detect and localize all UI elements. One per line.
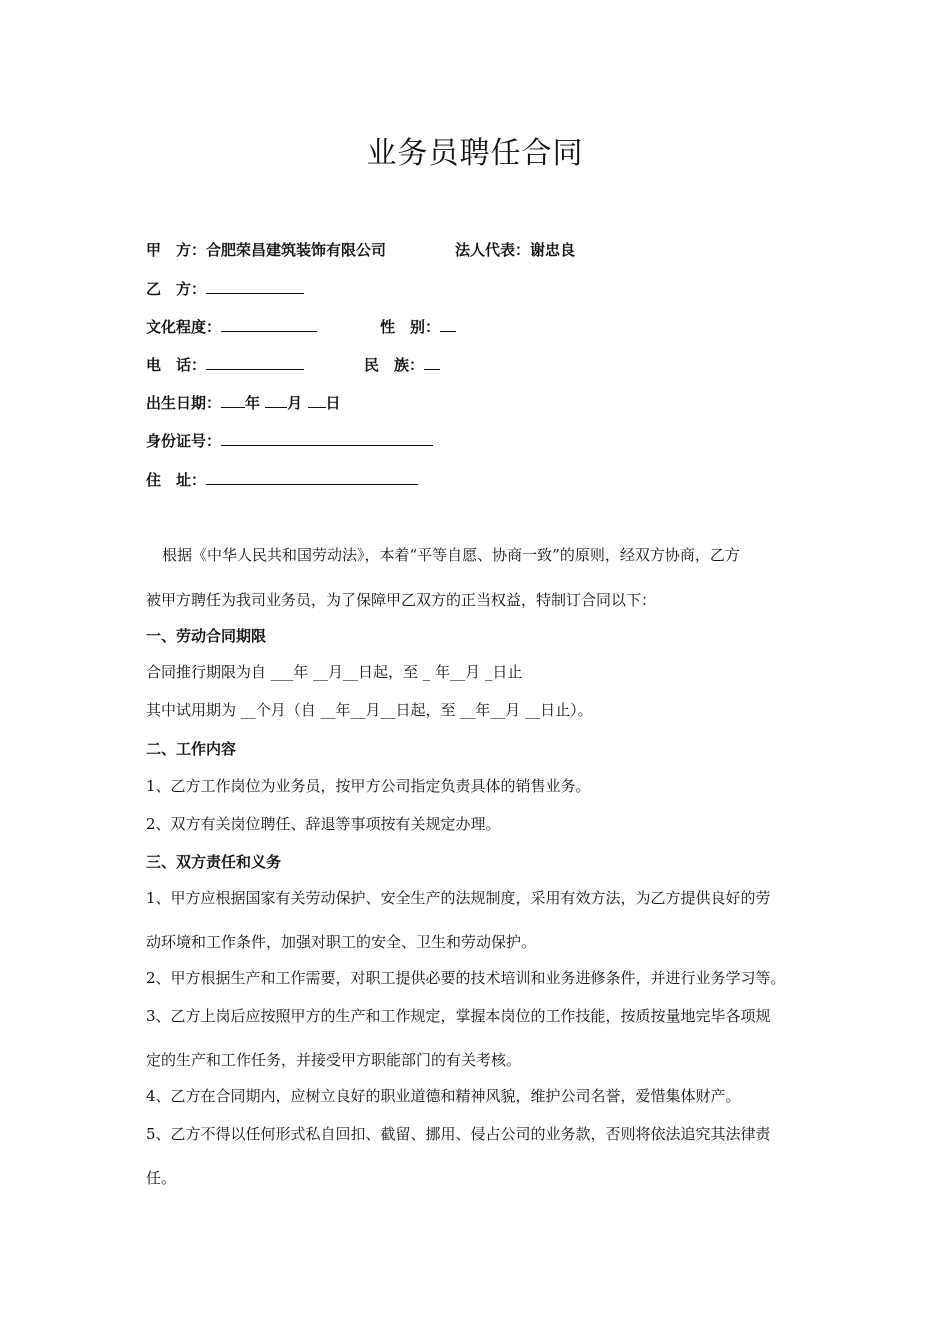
section-1-heading: 一、劳动合同期限	[146, 627, 267, 645]
id-number-field	[146, 430, 433, 451]
address-blank	[206, 469, 418, 485]
section-2-item-2: 2、双方有关岗位聘任、辞退等事项按有关规定办理。	[146, 815, 501, 833]
party-b-blank	[206, 278, 304, 294]
day-label: 日	[325, 394, 341, 412]
intro-line-1: 根据《中华人民共和国劳动法》，本着“平等自愿、协商一致”的原则，经双方协商，乙方	[162, 546, 740, 564]
section-3-item-1a: 1、甲方应根据国家有关劳动保护、安全生产的法规制度，采用有效方法，为乙方提供良好的劳	[146, 889, 771, 907]
section-3-item-3a: 3、乙方上岗后应按照甲方的生产和工作规定，掌握本岗位的工作技能，按质按量地完毕各项规	[146, 1007, 771, 1025]
gender-label: 性 别：	[380, 318, 441, 336]
section-3-heading: 三、双方责任和义务	[146, 853, 282, 871]
party-a: 甲 方：合肥荣昌建筑装饰有限公司	[146, 241, 387, 259]
phone-field	[146, 354, 304, 375]
phone-blank	[206, 354, 304, 370]
section-3-item-3b: 定的生产和工作任务，并接受甲方职能部门的有关考核。	[146, 1051, 522, 1069]
party-b-label: 乙 方：	[146, 280, 207, 298]
section-3-item-4: 4、乙方在合同期内，应树立良好的职业道德和精神风貌，维护公司名誉，爱惜集体财产。	[146, 1087, 741, 1105]
education-field	[146, 316, 317, 337]
section-3-item-1b: 动环境和工作条件，加强对职工的安全、卫生和劳动保护。	[146, 933, 537, 951]
section-2-item-1: 1、乙方工作岗位为业务员，按甲方公司指定负责具体的销售业务。	[146, 777, 591, 795]
section-2-heading: 二、工作内容	[146, 740, 237, 758]
birth-day-blank	[308, 392, 326, 408]
month-label: 月	[287, 394, 303, 412]
ethnicity-field	[364, 354, 440, 375]
birth-month-blank	[265, 392, 287, 408]
birth-year-blank	[221, 392, 245, 408]
id-number-blank	[221, 430, 433, 446]
gender-field	[380, 316, 456, 337]
section-1-probation: 其中试用期为 __个月（自 __年__月__日起，至 __年__月 __日止）。	[146, 701, 593, 719]
birth-date-label: 出生日期：	[146, 394, 222, 412]
year-label: 年	[245, 394, 261, 412]
section-3-item-5b: 任。	[146, 1169, 177, 1187]
party-b-field	[146, 278, 304, 299]
gender-blank	[440, 316, 456, 332]
education-label: 文化程度：	[146, 318, 222, 336]
intro-line-2: 被甲方聘任为我司业务员，为了保障甲乙双方的正当权益，特制订合同以下：	[146, 591, 657, 609]
education-blank	[221, 316, 317, 332]
phone-label: 电 话：	[146, 356, 207, 374]
birth-date-field	[146, 392, 341, 413]
address-label: 住 址：	[146, 471, 207, 489]
ethnicity-blank	[424, 354, 440, 370]
section-1-term: 合同推行期限为自 ___年 __月__日起，至 _ 年__月 _日止	[146, 663, 523, 681]
legal-representative: 法人代表：谢忠良	[455, 241, 576, 259]
section-3-item-5a: 5、乙方不得以任何形式私自回扣、截留、挪用、侵占公司的业务款，否则将依法追究其法律责	[146, 1125, 771, 1143]
ethnicity-label: 民 族：	[364, 356, 425, 374]
document-title: 业务员聘任合同	[366, 136, 584, 171]
section-3-item-2: 2、甲方根据生产和工作需要，对职工提供必要的技术培训和业务进修条件，并进行业务学习等。	[146, 969, 786, 987]
address-field	[146, 469, 418, 490]
id-number-label: 身份证号：	[146, 432, 222, 450]
